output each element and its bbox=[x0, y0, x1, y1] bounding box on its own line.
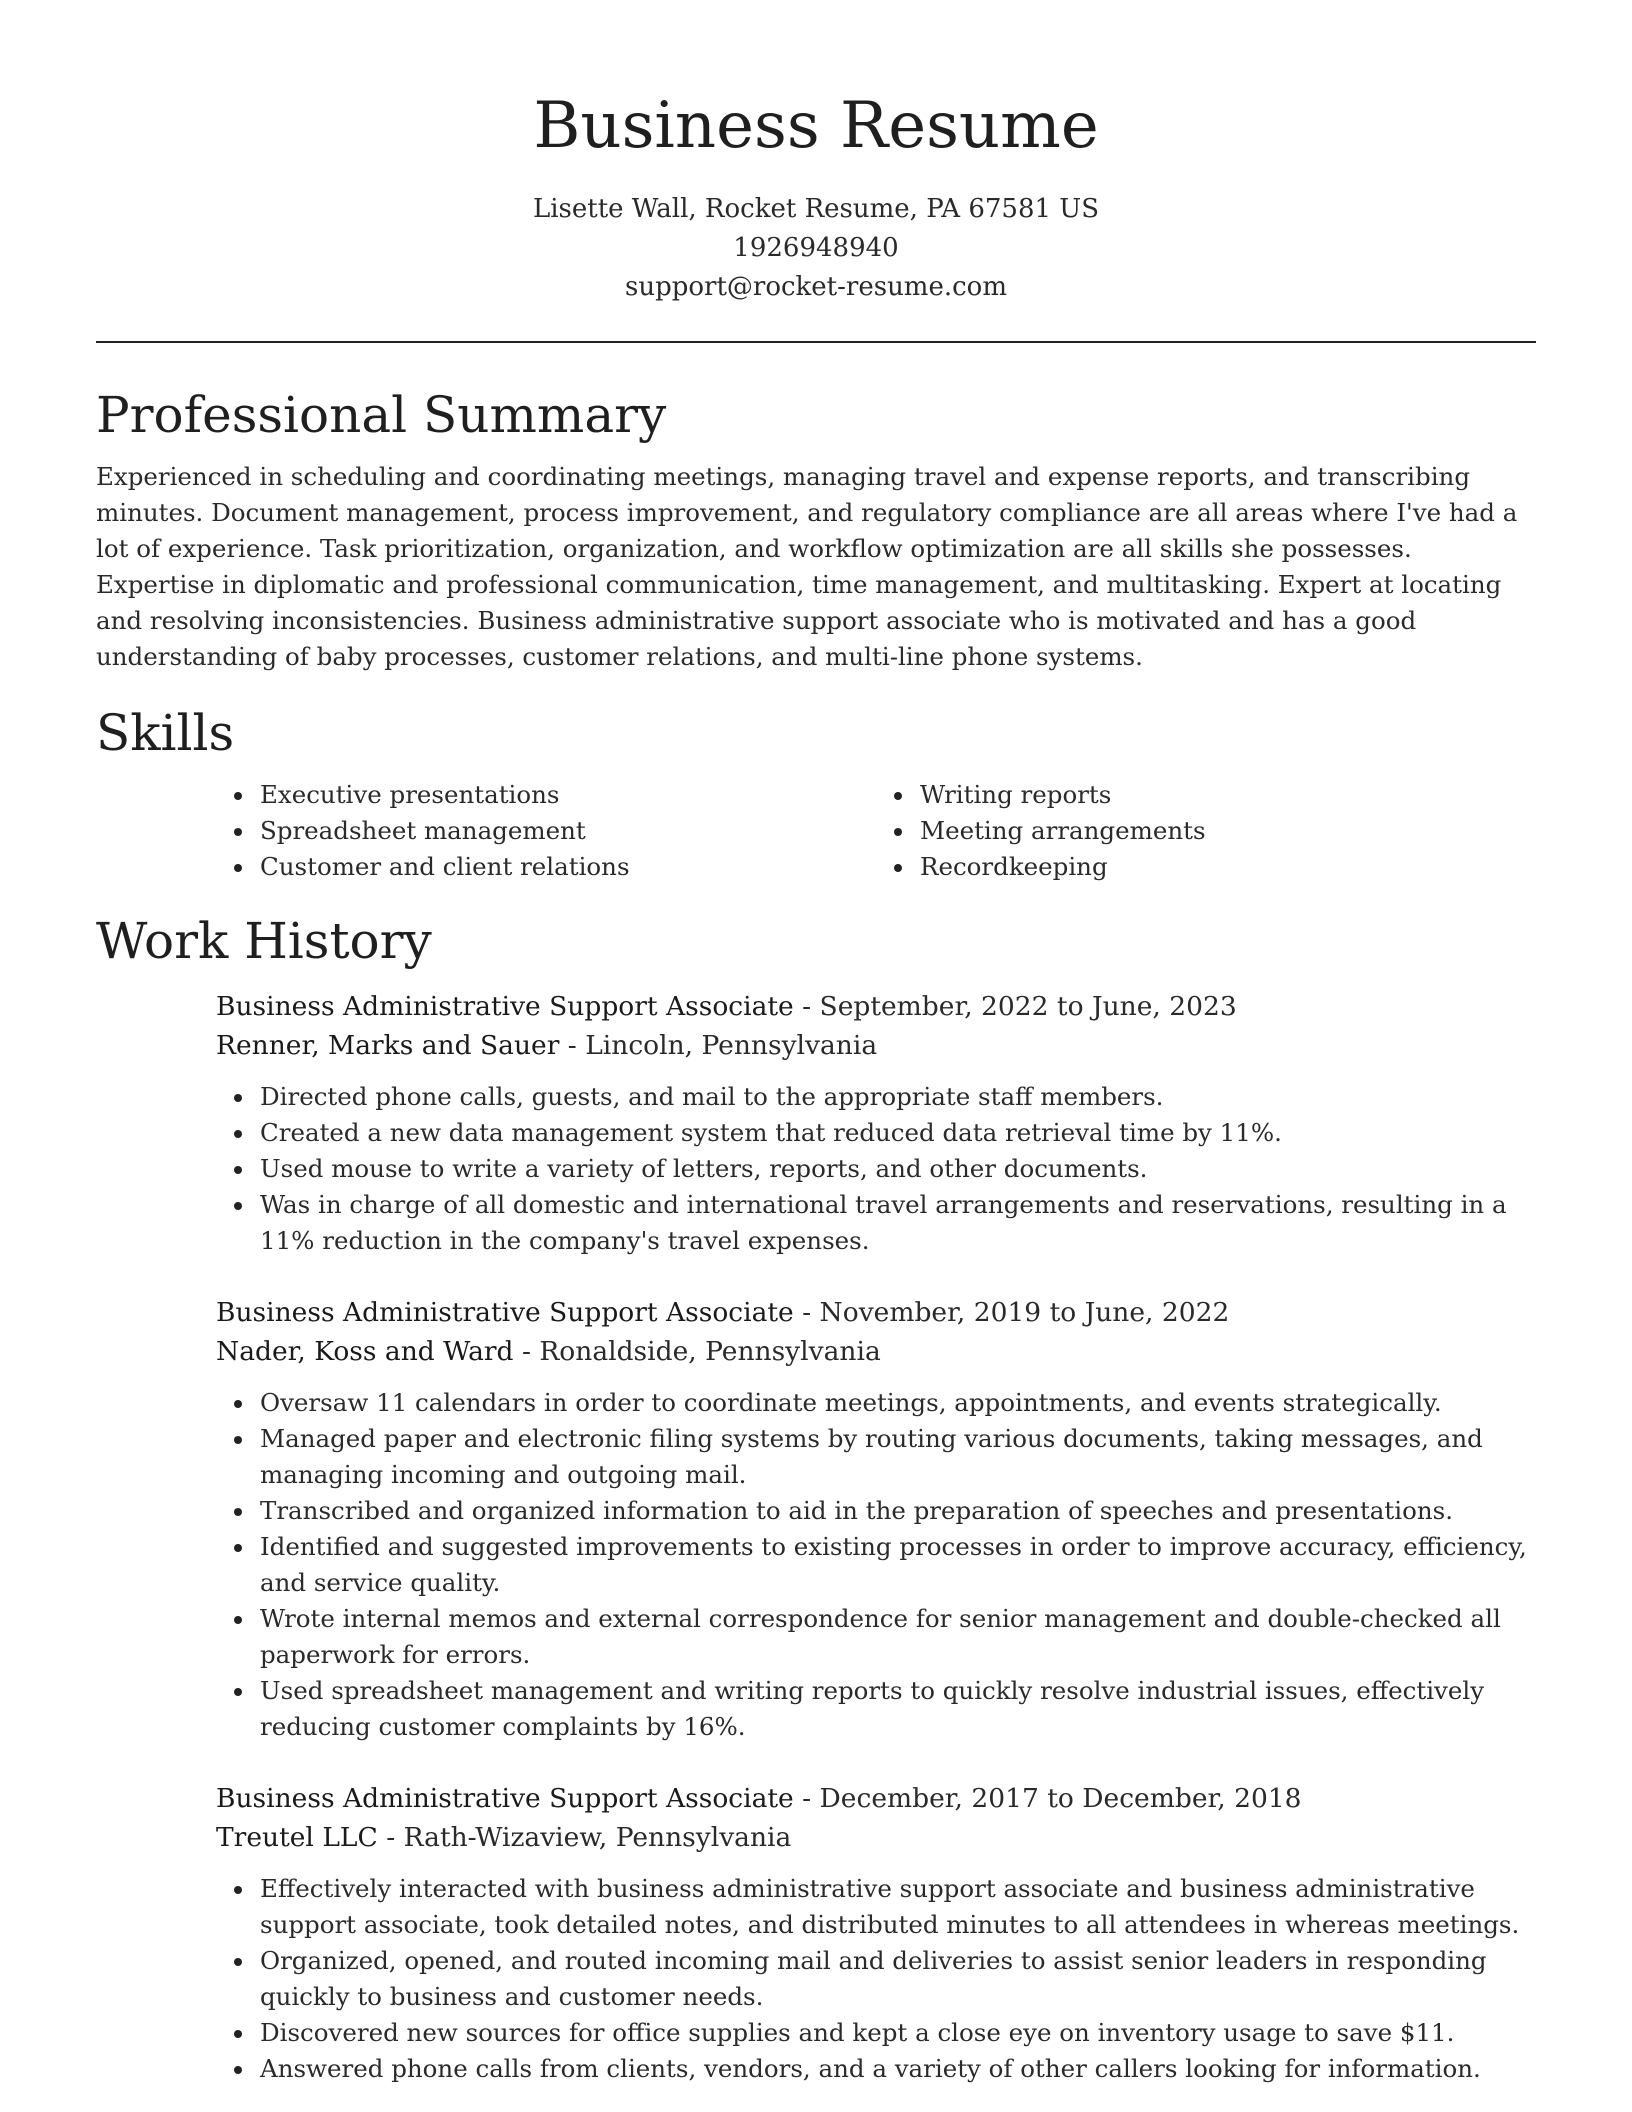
job-entry bbox=[216, 1293, 1536, 1745]
section-title-work: Work History bbox=[96, 912, 432, 970]
job-bullet: Managed paper and electronic filing systems by routing various documents, taking messages, and managing incoming and outgoing mail. bbox=[260, 1421, 1536, 1493]
job-company: Treutel LLC bbox=[216, 1822, 378, 1853]
job-company: Nader, Koss and Ward bbox=[216, 1336, 514, 1367]
skill-item: Meeting arrangements bbox=[920, 813, 1536, 849]
job-bullet: Was in charge of all domestic and international travel arrangements and reservations, resulting in a 11% reduction in the company's travel expenses. bbox=[260, 1187, 1536, 1259]
contact-email: support@rocket-resume.com bbox=[624, 272, 1007, 302]
job-title-line: Business Administrative Support Associate - December, 2017 to December, 2018 bbox=[216, 1783, 1302, 1814]
header-divider bbox=[96, 341, 1536, 343]
job-entry bbox=[216, 987, 1536, 1259]
job-title-line: Business Administrative Support Associate - September, 2022 to June, 2023 bbox=[216, 991, 1237, 1022]
section-title-summary: Professional Summary bbox=[96, 386, 667, 444]
job-bullet: Discovered new sources for office supplies and kept a close eye on inventory usage to save $11. bbox=[260, 2015, 1536, 2051]
job-bullet: Used spreadsheet management and writing reports to quickly resolve industrial issues, effectively reducing customer complaints by 16%. bbox=[260, 1673, 1536, 1745]
resume-header bbox=[96, 0, 1536, 307]
job-title-line: Business Administrative Support Associate - November, 2019 to June, 2022 bbox=[216, 1297, 1230, 1328]
work-history-section bbox=[96, 909, 1536, 2087]
job-dates: December, 2017 to December, 2018 bbox=[819, 1783, 1302, 1814]
summary-text: Experienced in scheduling and coordinating meetings, managing travel and expense reports, and transcribing minutes. Document management, process improvement, and regulatory compliance are all areas where I've had a lot of experience. Task prioritization, organization, and workflow optimization are all skills she possesses. Expertise in diplomatic and professional communication, time management, and multitasking. Expert at locating and resolving inconsistencies. Business administrative support associate who is motivated and has a good understanding of baby processes, customer relations, and multi-line phone systems. bbox=[96, 462, 1518, 671]
section-title-skills: Skills bbox=[96, 704, 235, 762]
skill-item: Writing reports bbox=[920, 777, 1536, 813]
contact-phone: 1926948940 bbox=[733, 233, 899, 263]
job-bullets bbox=[216, 1385, 1536, 1745]
job-title: Business Administrative Support Associate bbox=[216, 1783, 794, 1814]
resume-page bbox=[96, 0, 1536, 2087]
skills-section bbox=[96, 701, 1536, 885]
job-bullet: Created a new data management system that reduced data retrieval time by 11%. bbox=[260, 1115, 1536, 1151]
job-company-line: Treutel LLC - Rath-Wizaview, Pennsylvania bbox=[216, 1822, 792, 1853]
skills-column-left bbox=[216, 777, 876, 885]
job-company-line: Renner, Marks and Sauer - Lincoln, Pennsylvania bbox=[216, 1030, 878, 1061]
professional-summary-section bbox=[96, 383, 1536, 675]
skill-item: Customer and client relations bbox=[260, 849, 876, 885]
job-company-line: Nader, Koss and Ward - Ronaldside, Pennsylvania bbox=[216, 1336, 881, 1367]
job-location: Lincoln, Pennsylvania bbox=[585, 1030, 878, 1061]
job-bullet: Wrote internal memos and external correspondence for senior management and double-checked all paperwork for errors. bbox=[260, 1601, 1536, 1673]
contact-address: Lisette Wall, Rocket Resume, PA 67581 US bbox=[532, 194, 1100, 224]
job-bullet: Identified and suggested improvements to existing processes in order to improve accuracy, efficiency, and service quality. bbox=[260, 1529, 1536, 1601]
job-entry bbox=[216, 1779, 1536, 2087]
job-bullet: Directed phone calls, guests, and mail to the appropriate staff members. bbox=[260, 1079, 1536, 1115]
job-bullet: Organized, opened, and routed incoming mail and deliveries to assist senior leaders in responding quickly to business and customer needs. bbox=[260, 1943, 1536, 2015]
job-location: Ronaldside, Pennsylvania bbox=[539, 1336, 881, 1367]
job-bullet: Oversaw 11 calendars in order to coordinate meetings, appointments, and events strategically. bbox=[260, 1385, 1536, 1421]
job-location: Rath-Wizaview, Pennsylvania bbox=[403, 1822, 792, 1853]
job-bullets bbox=[216, 1079, 1536, 1259]
skills-grid bbox=[216, 777, 1536, 885]
skill-item: Recordkeeping bbox=[920, 849, 1536, 885]
job-bullet: Transcribed and organized information to aid in the preparation of speeches and presentations. bbox=[260, 1493, 1536, 1529]
job-dates: September, 2022 to June, 2023 bbox=[819, 991, 1237, 1022]
job-bullet: Answered phone calls from clients, vendors, and a variety of other callers looking for information. bbox=[260, 2051, 1536, 2087]
job-bullet: Effectively interacted with business administrative support associate and business administrative support associate, took detailed notes, and distributed minutes to all attendees in whereas meetings. bbox=[260, 1871, 1536, 1943]
job-title: Business Administrative Support Associate bbox=[216, 991, 794, 1022]
resume-title: Business Resume bbox=[533, 89, 1099, 163]
job-dates: November, 2019 to June, 2022 bbox=[819, 1297, 1230, 1328]
skill-item: Spreadsheet management bbox=[260, 813, 876, 849]
skills-column-right bbox=[876, 777, 1536, 885]
job-title: Business Administrative Support Associate bbox=[216, 1297, 794, 1328]
job-bullet: Used mouse to write a variety of letters, reports, and other documents. bbox=[260, 1151, 1536, 1187]
skill-item: Executive presentations bbox=[260, 777, 876, 813]
job-company: Renner, Marks and Sauer bbox=[216, 1030, 560, 1061]
job-bullets bbox=[216, 1871, 1536, 2087]
